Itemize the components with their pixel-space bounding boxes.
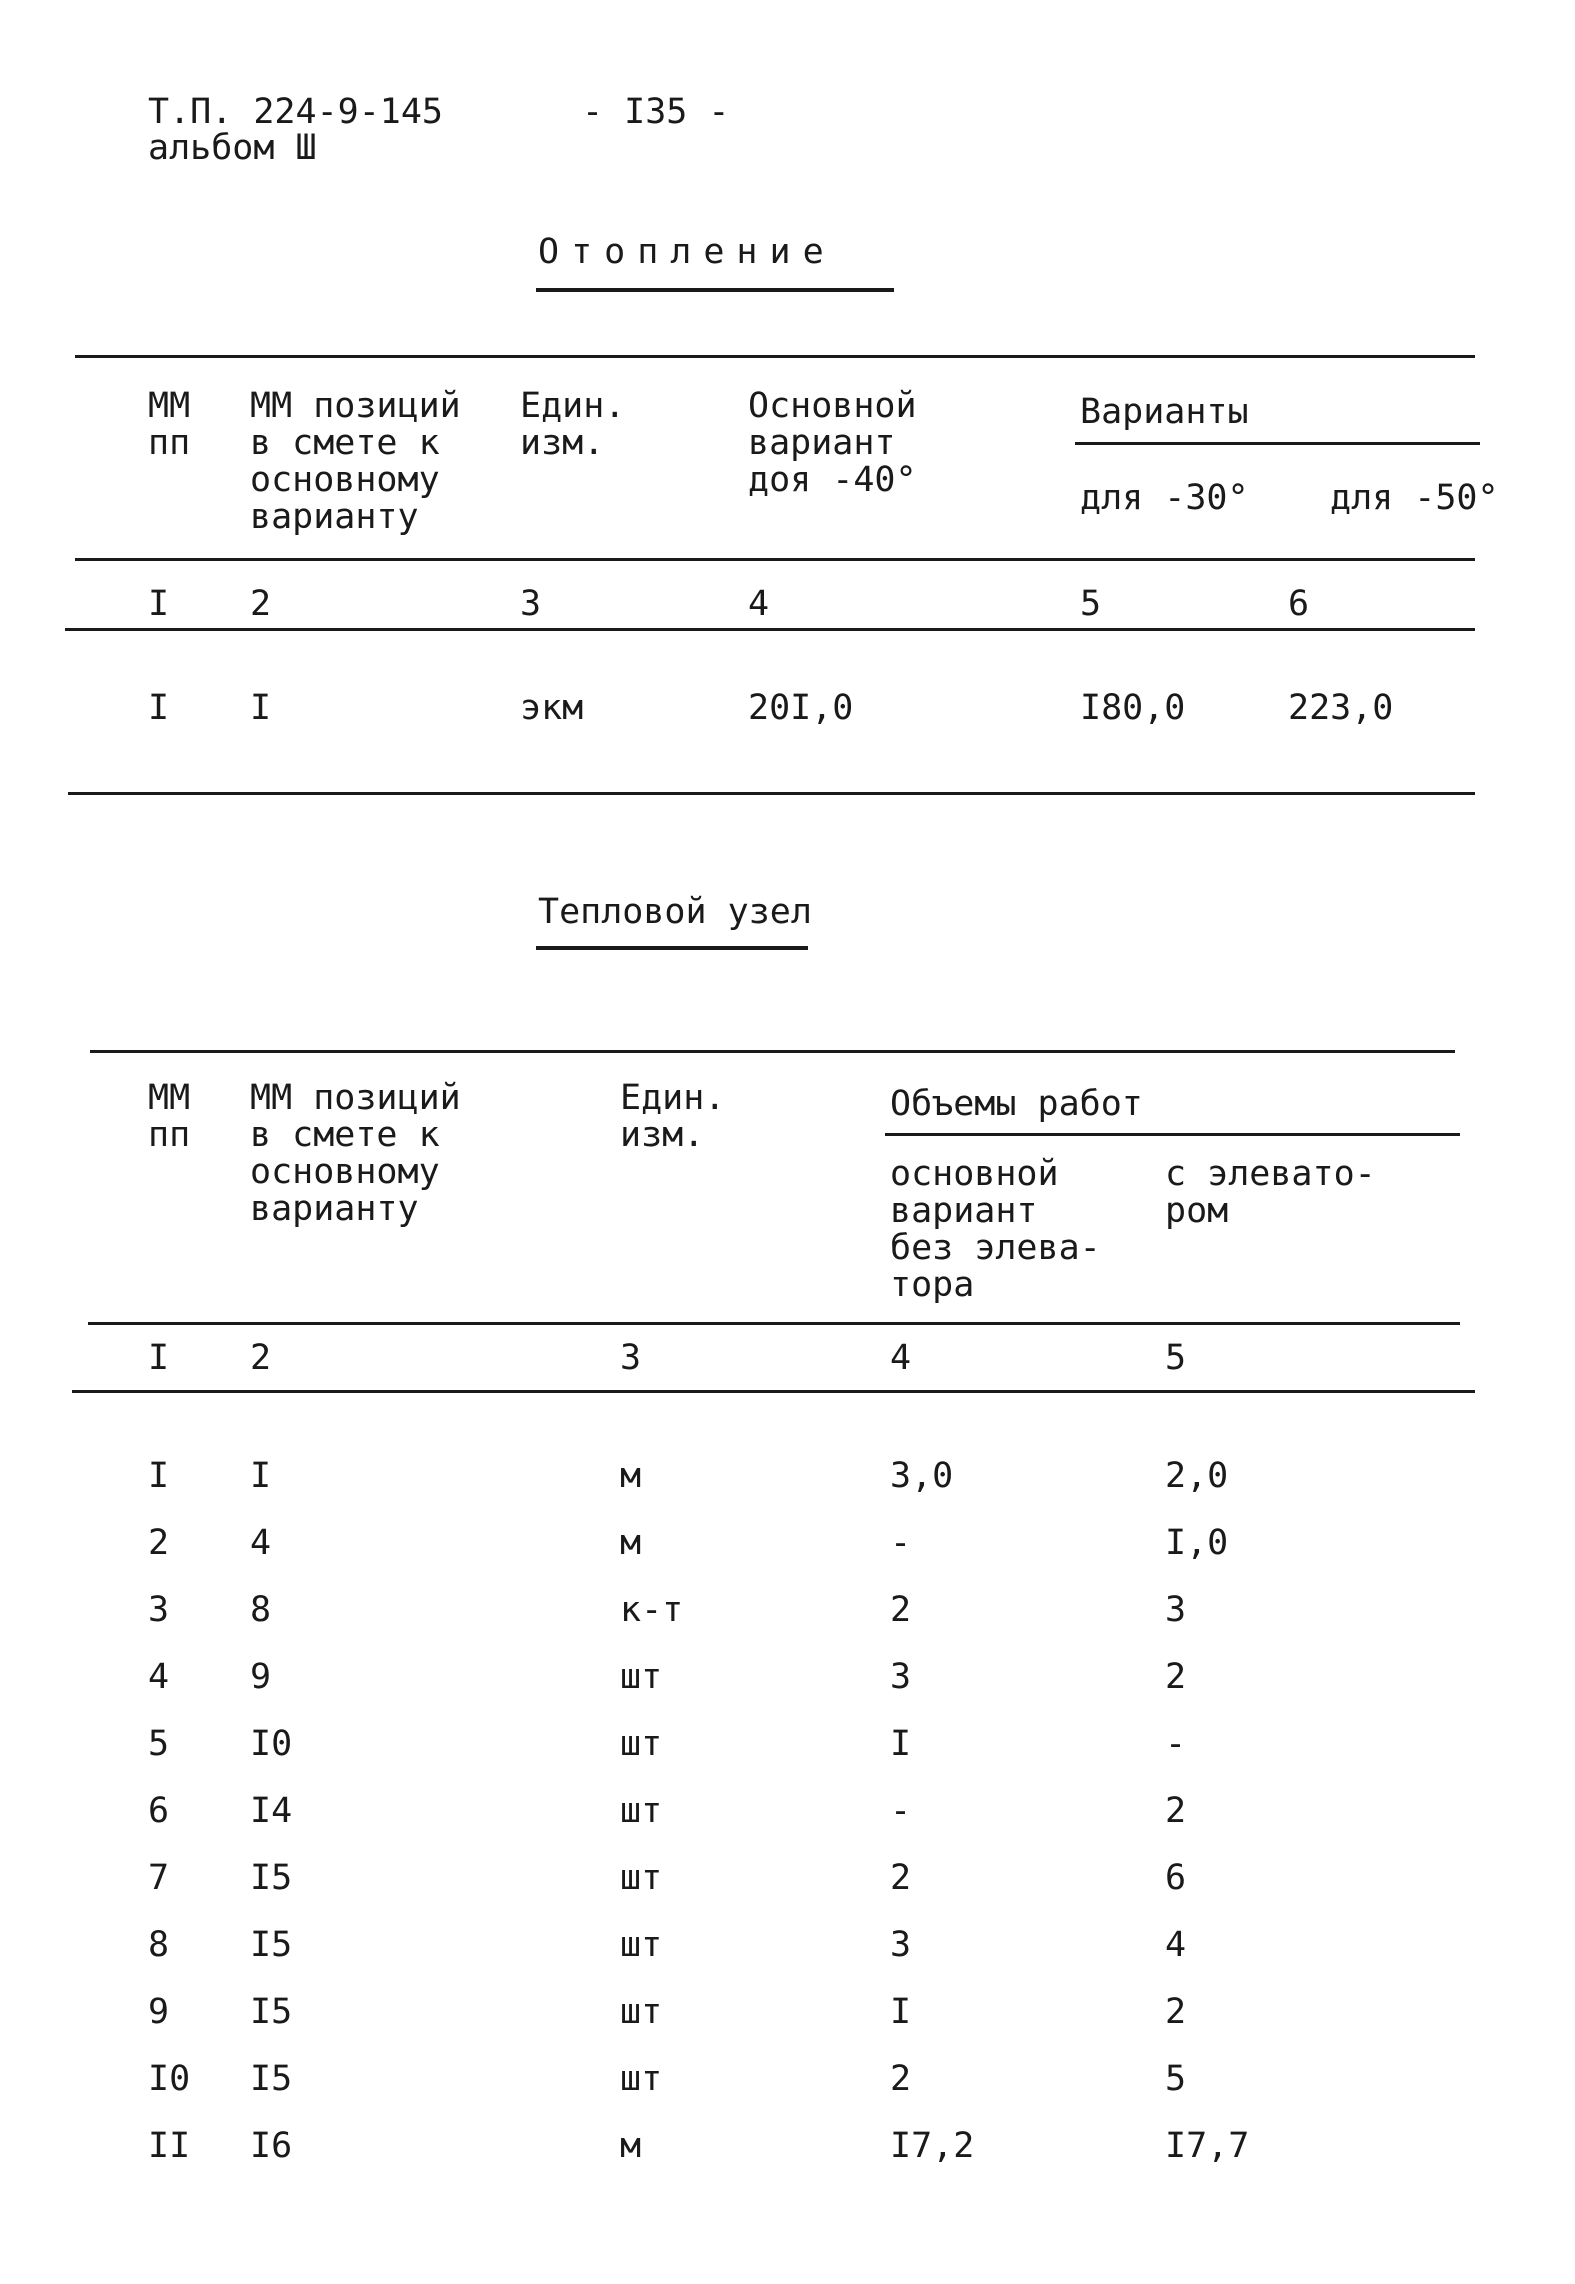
document-code: Т.П. 224-9-145	[148, 92, 444, 132]
cell-elevator-value: -	[1165, 1724, 1187, 1764]
cell-base-value: 2	[890, 1858, 912, 1898]
cell-base-value: 3	[890, 1925, 912, 1965]
table-top-rule	[90, 1050, 1455, 1053]
table-bottom-rule	[68, 792, 1475, 795]
cell-base-value: -	[890, 1523, 912, 1563]
cell-unit: шт	[620, 1858, 663, 1898]
col-number: 4	[890, 1338, 912, 1378]
col-number: 3	[520, 584, 542, 624]
header-unit: Един. изм.	[520, 386, 626, 463]
variants-rule	[1075, 442, 1480, 445]
cell-unit: шт	[620, 1925, 663, 1965]
cell-base-value: 2	[890, 2059, 912, 2099]
cell-unit: м	[620, 1456, 642, 1496]
header-variant-30: для -30°	[1080, 478, 1249, 518]
cell-elevator-value: I7,7	[1165, 2126, 1250, 2166]
cell-unit: м	[620, 1523, 642, 1563]
table-top-rule	[75, 355, 1475, 358]
cell-elevator-value: 6	[1165, 1858, 1187, 1898]
heat-node-section-title: Тепловой узел	[538, 892, 812, 932]
cell-row-number: II	[148, 2126, 191, 2166]
cell-estimate-position: I0	[250, 1724, 293, 1764]
cell-variant-50: 223,0	[1288, 688, 1394, 728]
cell-unit: шт	[620, 1724, 663, 1764]
col-number: 5	[1080, 584, 1102, 624]
header-work-volumes: Объемы работ	[890, 1084, 1143, 1124]
col-number: I	[148, 1338, 170, 1378]
cell-elevator-value: 4	[1165, 1925, 1187, 1965]
header-bottom-rule	[75, 558, 1475, 561]
cell-row-number: 6	[148, 1791, 170, 1831]
cell-estimate-position: I6	[250, 2126, 293, 2166]
cell-unit: к-т	[620, 1590, 684, 1630]
col-number: 2	[250, 1338, 272, 1378]
cell-row-number: 4	[148, 1657, 170, 1697]
cell-row-number: 7	[148, 1858, 170, 1898]
header-estimate-position: ММ позиций в смете к основному варианту	[250, 1078, 461, 1229]
col-number: 4	[748, 584, 770, 624]
cell-estimate-position: I5	[250, 2059, 293, 2099]
cell-row-number: I	[148, 1456, 170, 1496]
cell-unit: шт	[620, 1992, 663, 2032]
cell-estimate-position: I	[250, 1456, 272, 1496]
col-number: 3	[620, 1338, 642, 1378]
cell-row-number: 5	[148, 1724, 170, 1764]
cell-estimate-position: I5	[250, 1925, 293, 1965]
cell-row-number: 9	[148, 1992, 170, 2032]
cell-estimate-position: I	[250, 688, 272, 728]
cell-variant-30: I80,0	[1080, 688, 1186, 728]
cell-row-number: I0	[148, 2059, 191, 2099]
cell-estimate-position: 8	[250, 1590, 272, 1630]
header-row-number: ММ пп	[148, 386, 191, 463]
cell-unit: шт	[620, 1657, 663, 1697]
cell-elevator-value: 5	[1165, 2059, 1187, 2099]
cell-unit: шт	[620, 1791, 663, 1831]
heating-title-underline	[536, 288, 894, 292]
col-number: 5	[1165, 1338, 1187, 1378]
header-base-no-elevator: основной вариант без элева- тора	[890, 1154, 1101, 1305]
column-numbers-rule	[65, 628, 1475, 631]
cell-base-value: 20I,0	[748, 688, 854, 728]
album-label: альбом Ш	[148, 128, 317, 168]
header-row-number: ММ пп	[148, 1078, 191, 1155]
cell-unit: шт	[620, 2059, 663, 2099]
heat-node-title-underline	[536, 946, 808, 950]
page-number: - I35 -	[582, 92, 730, 132]
cell-estimate-position: I5	[250, 1858, 293, 1898]
header-variants: Варианты	[1080, 392, 1249, 432]
header-base-variant: Основной вариант доя -40°	[748, 386, 917, 500]
cell-elevator-value: 3	[1165, 1590, 1187, 1630]
cell-estimate-position: I4	[250, 1791, 293, 1831]
header-with-elevator: с элевато- ром	[1165, 1154, 1376, 1231]
cell-estimate-position: 9	[250, 1657, 272, 1697]
header-estimate-position: ММ позиций в смете к основному варианту	[250, 386, 461, 537]
cell-base-value: 3,0	[890, 1456, 954, 1496]
header-unit: Един. изм.	[620, 1078, 726, 1155]
cell-row-number: I	[148, 688, 170, 728]
cell-base-value: -	[890, 1791, 912, 1831]
col-number: 2	[250, 584, 272, 624]
volumes-rule	[885, 1133, 1460, 1136]
cell-base-value: I	[890, 1992, 912, 2032]
cell-elevator-value: I,0	[1165, 1523, 1229, 1563]
cell-elevator-value: 2,0	[1165, 1456, 1229, 1496]
cell-elevator-value: 2	[1165, 1657, 1187, 1697]
col-number: I	[148, 584, 170, 624]
column-numbers-rule	[72, 1390, 1475, 1393]
cell-elevator-value: 2	[1165, 1791, 1187, 1831]
heating-section-title: Отопление	[538, 232, 836, 272]
cell-row-number: 2	[148, 1523, 170, 1563]
cell-unit: м	[620, 2126, 642, 2166]
header-variant-50: для -50°	[1330, 478, 1499, 518]
cell-row-number: 8	[148, 1925, 170, 1965]
cell-unit: экм	[520, 688, 584, 728]
cell-elevator-value: 2	[1165, 1992, 1187, 2032]
cell-row-number: 3	[148, 1590, 170, 1630]
cell-base-value: 3	[890, 1657, 912, 1697]
cell-estimate-position: I5	[250, 1992, 293, 2032]
cell-base-value: 2	[890, 1590, 912, 1630]
col-number: 6	[1288, 584, 1310, 624]
header-bottom-rule	[88, 1322, 1460, 1325]
cell-estimate-position: 4	[250, 1523, 272, 1563]
cell-base-value: I7,2	[890, 2126, 975, 2166]
cell-base-value: I	[890, 1724, 912, 1764]
